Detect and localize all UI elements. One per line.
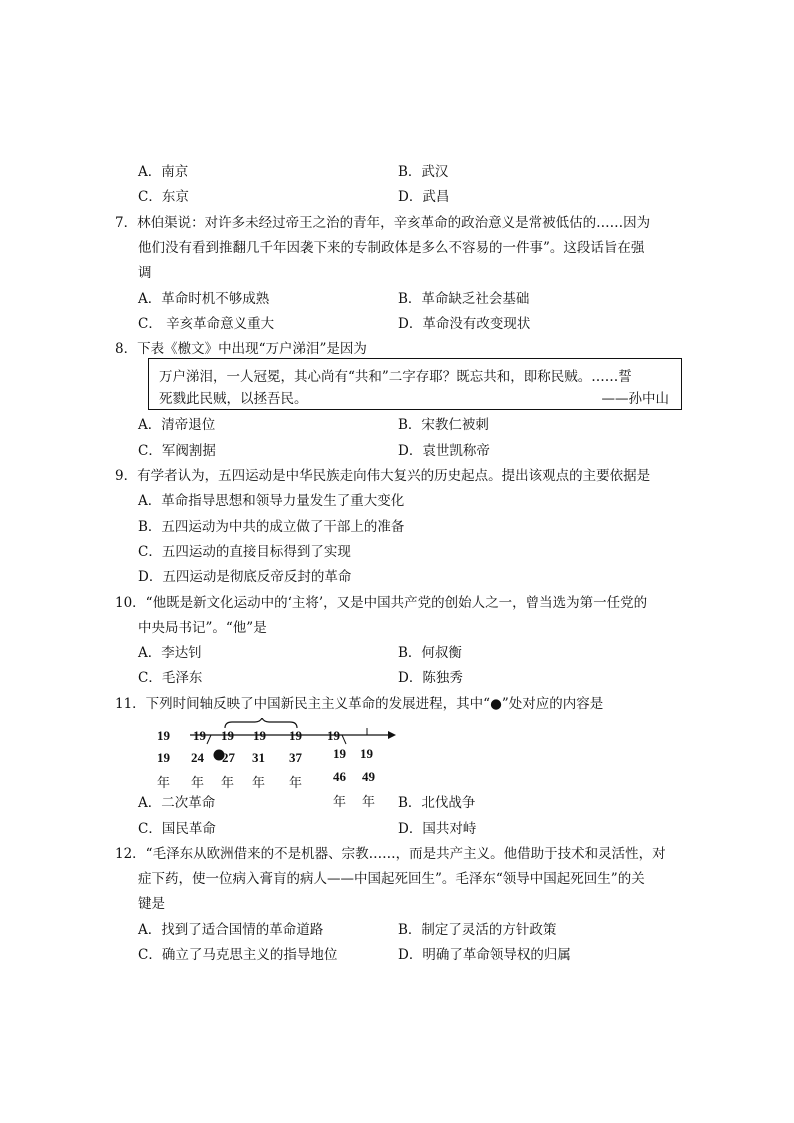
q7-stem-line2: 他们没有看到推翻几千年因袭下来的专制政体是多么不容易的一件事”。这段话旨在强	[138, 240, 645, 256]
timeline-year-19b: 19	[360, 746, 373, 761]
timeline-top-2: 19	[193, 728, 206, 743]
q11-option-d: D．国共对峙	[398, 821, 477, 837]
q10-option-b: B．何叔衡	[398, 645, 462, 661]
q12-option-a: A．找到了适合国情的革命道路	[138, 922, 324, 938]
q8-quote-source: ——孙中山	[601, 391, 669, 407]
q8-quote-box	[148, 358, 682, 410]
timeline-year-1927: 27	[222, 750, 235, 765]
q10-stem-line2: 中央局书记”。“他”是	[138, 620, 267, 636]
q8-option-d: D．袁世凯称帝	[398, 443, 490, 459]
q6-option-b: B．武汉	[398, 164, 449, 180]
q11-option-a: A．二次革命	[138, 795, 216, 811]
q10-option-a: A．李达钊	[138, 645, 202, 661]
q7-stem-line3: 调	[138, 265, 152, 281]
q12-stem-line3: 键是	[138, 896, 165, 912]
q11-option-c: C．国民革命	[138, 821, 216, 837]
q8-option-b: B．宋教仁被刺	[398, 417, 489, 433]
timeline-top-4: 19	[253, 728, 266, 743]
q12-option-d: D．明确了革命领导权的归属	[398, 947, 571, 963]
q12-option-c: C．确立了马克思主义的指导地位	[138, 947, 338, 963]
q8-option-c: C．军阀割据	[138, 443, 216, 459]
q6-option-d: D．武昌	[398, 189, 450, 205]
q8-option-a: A．清帝退位	[138, 417, 216, 433]
q7-option-c: C． 辛亥革命意义重大	[138, 316, 275, 332]
q7-option-a: A．革命时机不够成熟	[138, 291, 270, 307]
q9-option-b: B．五四运动为中共的成立做了干部上的准备	[138, 519, 405, 535]
q12-stem-line2: 症下药，使一位病入膏肓的病人——中国起死回生”。毛泽东“领导中国起死回生”的关	[138, 871, 645, 887]
q11-option-b: B．北伐战争	[398, 795, 476, 811]
timeline-arrow	[388, 731, 396, 739]
timeline-year-1924: 24	[191, 750, 204, 765]
q9-option-d: D．五四运动是彻底反帝反封的革命	[138, 569, 352, 585]
timeline-nian-4: 年	[252, 776, 266, 791]
timeline-year-1937: 37	[289, 750, 302, 765]
q11-stem: 11．下列时间轴反映了中国新民主主义革命的发展进程，其中“●”处对应的内容是	[115, 696, 604, 712]
timeline-brace	[225, 718, 297, 728]
q8-stem: 8．下表《檄文》中出现“万户涕泪”是因为	[115, 341, 367, 357]
timeline-nian-1: 年	[157, 776, 171, 791]
q7-stem-line1: 7．林伯渠说：对许多未经过帝王之治的青年，辛亥革命的政治意义是常被低估的……因为	[115, 215, 651, 231]
timeline-year-49: 49	[362, 769, 375, 784]
timeline-tick	[207, 735, 211, 744]
q10-option-c: C．毛泽东	[138, 670, 203, 686]
timeline-top-1: 19	[157, 728, 170, 743]
timeline-year-19a: 19	[333, 746, 346, 761]
q12-option-b: B．制定了灵活的方针政策	[398, 922, 557, 938]
timeline-year-1919: 19	[157, 750, 170, 765]
q6-option-a: A．南京	[138, 164, 189, 180]
timeline-nian-7: 年	[362, 795, 376, 810]
timeline-top-6: 19	[327, 728, 340, 743]
timeline-year-46: 46	[333, 769, 346, 784]
q7-option-b: B．革命缺乏社会基础	[398, 291, 530, 307]
q9-option-c: C．五四运动的直接目标得到了实现	[138, 544, 351, 560]
timeline-nian-2: 年	[191, 776, 205, 791]
q9-option-a: A．革命指导思想和领导力量发生了重大变化	[138, 493, 405, 509]
q8-quote-line2: 死戮此民贼，以拯吾民。	[159, 391, 308, 407]
timeline-nian-5: 年	[289, 776, 303, 791]
q6-option-c: C．东京	[138, 189, 189, 205]
timeline-top-3: 19	[221, 728, 234, 743]
timeline-year-1931: 31	[252, 750, 265, 765]
q10-stem-line1: 10．“他既是新文化运动中的‘主将’，又是中国共产党的创始人之一，曾当选为第一任党的	[115, 595, 648, 611]
q12-stem-line1: 12．“毛泽东从欧洲借来的不是机器、宗教……，而是共产主义。他借助于技术和灵活性，对	[115, 846, 666, 862]
q9-stem: 9．有学者认为，五四运动是中华民族走向伟大复兴的历史起点。提出该观点的主要依据是	[115, 468, 651, 484]
timeline-tick	[342, 735, 346, 744]
timeline-nian-6: 年	[333, 795, 347, 810]
timeline-nian-3: 年	[221, 776, 235, 791]
q8-quote-line1: 万户涕泪，一人冠冕，其心尚有“共和”二字存耶？既忘共和，即称民贼。……誓	[159, 369, 632, 385]
timeline-top-5: 19	[289, 728, 302, 743]
q7-option-d: D．革命没有改变现状	[398, 316, 531, 332]
q10-option-d: D．陈独秀	[398, 670, 463, 686]
